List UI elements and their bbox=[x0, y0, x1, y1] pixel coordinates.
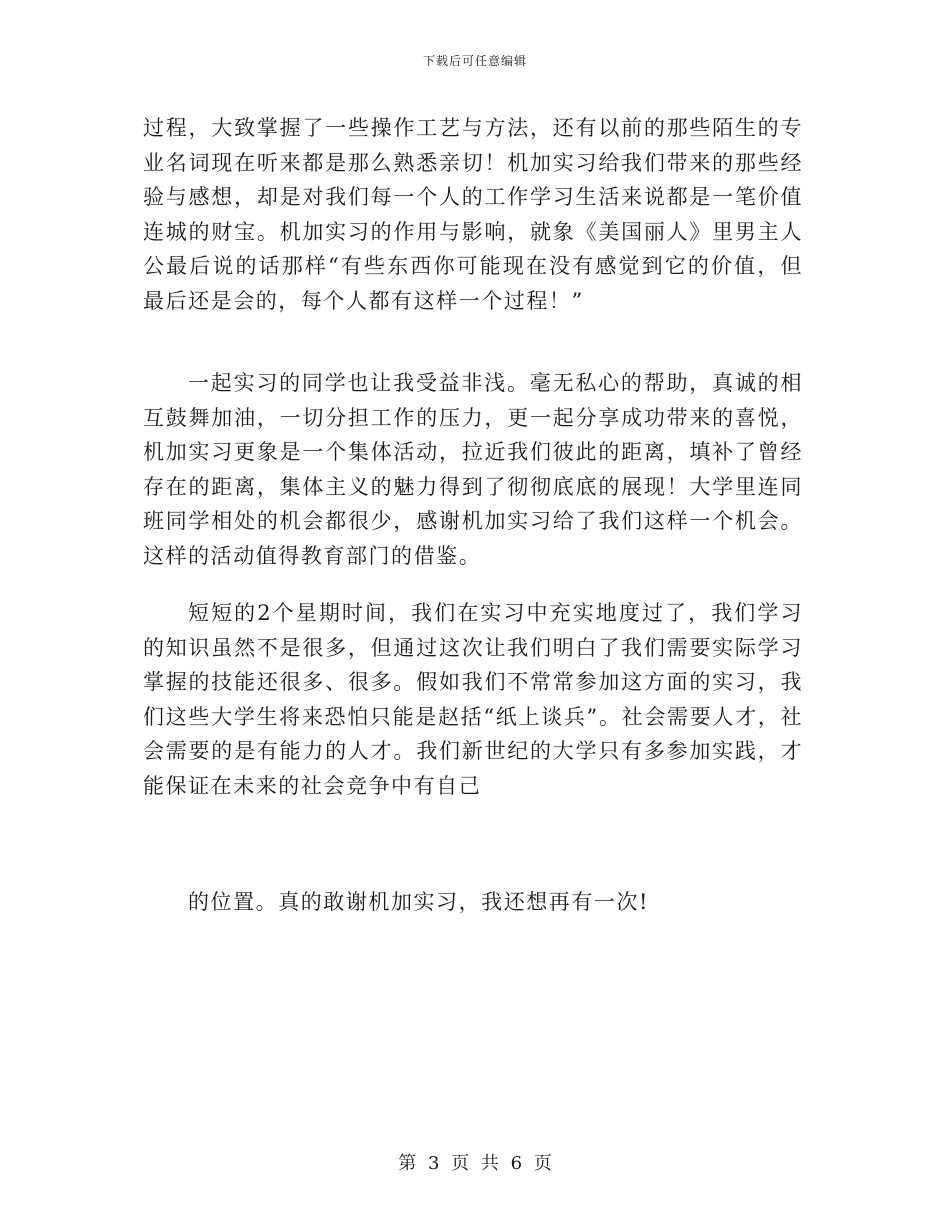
body-paragraph-2: 一起实习的同学也让我受益非浅。毫无私心的帮助，真诚的相互鼓舞加油，一切分担工作的压力，更一起分享成功带来的喜悦，机加实习更象是一个集体活动，拉近我们彼此的距离，填补了曾经存在的距离，集体主义的魅力得到了彻彻底底的展现！大学里连同班同学相处的机会都很少，感谢机加实习给了我们这样一个机会。这样的活动值得教育部门的借鉴。 bbox=[143, 371, 803, 568]
page-header: 下载后可任意编辑 bbox=[422, 54, 527, 68]
body-paragraph-1: 过程，大致掌握了一些操作工艺与方法，还有以前的那些陌生的专业名词现在听来都是那么熟悉亲切！机加实习给我们带来的那些经验与感想，却是对我们每一个人的工作学习生活来说都是一笔价值连城的财宝。机加实习的作用与影响，就象《美国丽人》里男主人公最后说的话那样“有些东西你可能现在没有感觉到它的价值，但最后还是会的，每个人都有这样一个过程！” bbox=[143, 116, 803, 313]
page-number-footer: 第 3 页 共 6 页 bbox=[398, 1153, 552, 1174]
body-paragraph-3: 短短的2个星期时间，我们在实习中充实地度过了，我们学习的知识虽然不是很多，但通过这次让我们明白了我们需要实际学习掌握的技能还很多、很多。假如我们不常常参加这方面的实习，我们这些大学生将来恐怕只能是赵括“纸上谈兵”。社会需要人才，社会需要的是有能力的人才。我们新世纪的大学只有多参加实践，才能保证在未来的社会竞争中有自己 bbox=[143, 601, 803, 798]
body-paragraph-4: 的位置。真的敢谢机加实习，我还想再有一次! bbox=[188, 890, 649, 914]
